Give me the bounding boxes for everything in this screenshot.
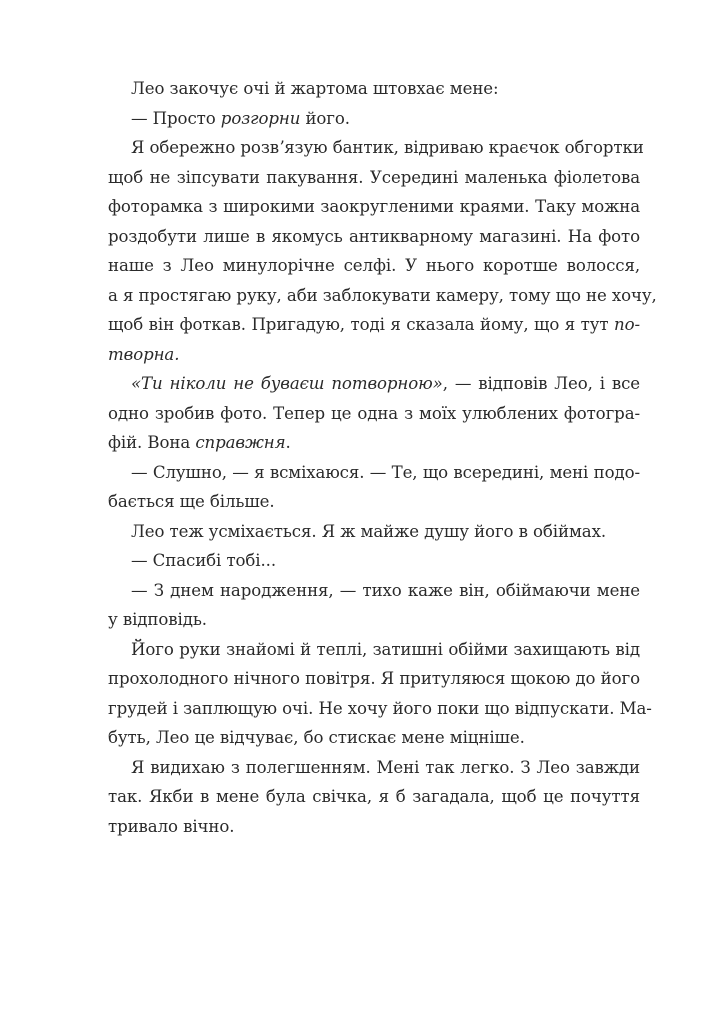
paragraph xyxy=(85,104,640,134)
text-line xyxy=(85,251,640,281)
text-run: так. Якби в мене була свічка, я б загадала, щоб це почуття xyxy=(108,787,640,806)
text-run: прохолодного нічного повітря. Я притуляюся щокою до його xyxy=(108,669,640,688)
paragraph xyxy=(85,635,652,753)
paragraph xyxy=(85,576,640,635)
text-line xyxy=(85,664,640,694)
text-line xyxy=(85,310,640,340)
paragraph xyxy=(85,133,657,369)
text-run: грудей і заплющую очі. Не хочу його поки що відпускати. Ма- xyxy=(108,698,652,718)
text-run: у відповідь. xyxy=(108,610,207,629)
text-run: Лео теж усміхається. Я ж майже душу його в обіймах. xyxy=(131,521,607,541)
paragraph xyxy=(85,546,640,576)
text-run: Я обережно розвʼязую бантик, відриваю краєчок обгортки xyxy=(131,138,644,157)
text-run: , — відповів Лео, і все xyxy=(442,374,640,393)
text-run: а я простягаю руку, аби заблокувати камеру, тому що не хочу, xyxy=(108,285,657,305)
text-run: щоб він фоткав. Пригадую, тоді я сказала йому, що я тут xyxy=(108,315,615,334)
text-line xyxy=(85,369,640,399)
text-run: Лео закочує очі й жартома штовхає мене: xyxy=(131,79,499,98)
text-line xyxy=(85,133,644,163)
text-line xyxy=(85,546,640,576)
text-line xyxy=(85,605,640,635)
text-line xyxy=(85,399,640,429)
text-line xyxy=(85,163,640,193)
text-run: Я видихаю з полегшенням. Мені так легко. З Лео завжди xyxy=(131,757,640,777)
text-line xyxy=(85,782,640,812)
text-run: тривало вічно. xyxy=(108,816,235,836)
text-line xyxy=(85,74,640,104)
text-line xyxy=(85,281,657,311)
text-run: роздобути лише в якомусь антикварному магазині. На фото xyxy=(108,226,640,246)
book-page xyxy=(85,74,657,841)
text-line xyxy=(85,340,640,370)
text-run: фоторамка з широкими заокругленими краями. Таку можна xyxy=(108,197,640,216)
text-line xyxy=(85,635,640,665)
text-line xyxy=(85,428,640,458)
text-line xyxy=(85,812,640,842)
paragraph xyxy=(85,517,640,547)
text-line xyxy=(85,222,640,252)
italic-text: розгорни xyxy=(220,108,301,128)
text-run: щоб не зіпсувати пакування. Усередині маленька фіолетова xyxy=(108,167,640,187)
italic-text: справжня xyxy=(195,433,286,452)
italic-text: по- xyxy=(614,315,640,334)
text-line xyxy=(85,458,640,488)
text-line xyxy=(85,723,640,753)
text-run: — Спасибі тобі... xyxy=(131,551,277,570)
text-run: бається ще більше. xyxy=(108,492,275,511)
text-run: — Слушно, — я всміхаюся. — Те, що всередині, мені подо- xyxy=(131,462,640,482)
text-line xyxy=(85,192,640,222)
italic-text: «Ти ніколи не буваєш потворною» xyxy=(131,374,443,393)
text-line xyxy=(85,753,640,783)
paragraph xyxy=(85,369,640,458)
text-line xyxy=(85,104,640,134)
text-line xyxy=(85,517,640,547)
paragraph xyxy=(85,74,640,104)
text-run: буть, Лео це відчуває, бо стискає мене міцніше. xyxy=(108,728,525,747)
text-run: одно зробив фото. Тепер це одна з моїх улюблених фотогра- xyxy=(108,403,640,423)
italic-text: творна. xyxy=(108,344,180,364)
text-run: його. xyxy=(300,108,350,128)
text-run: Його руки знайомі й теплі, затишні обійми захищають від xyxy=(131,639,640,659)
text-line xyxy=(85,576,640,606)
paragraph xyxy=(85,753,640,842)
text-run: фій. Вона xyxy=(108,433,196,452)
text-line xyxy=(85,487,640,517)
text-run: . xyxy=(285,433,291,452)
paragraph xyxy=(85,458,640,517)
text-run: — З днем народження, — тихо каже він, обіймаючи мене xyxy=(131,580,640,600)
text-run: — Просто xyxy=(131,108,221,128)
text-run: наше з Лео минулорічне селфі. У нього коротше волосся, xyxy=(108,256,640,275)
text-line xyxy=(85,694,652,724)
